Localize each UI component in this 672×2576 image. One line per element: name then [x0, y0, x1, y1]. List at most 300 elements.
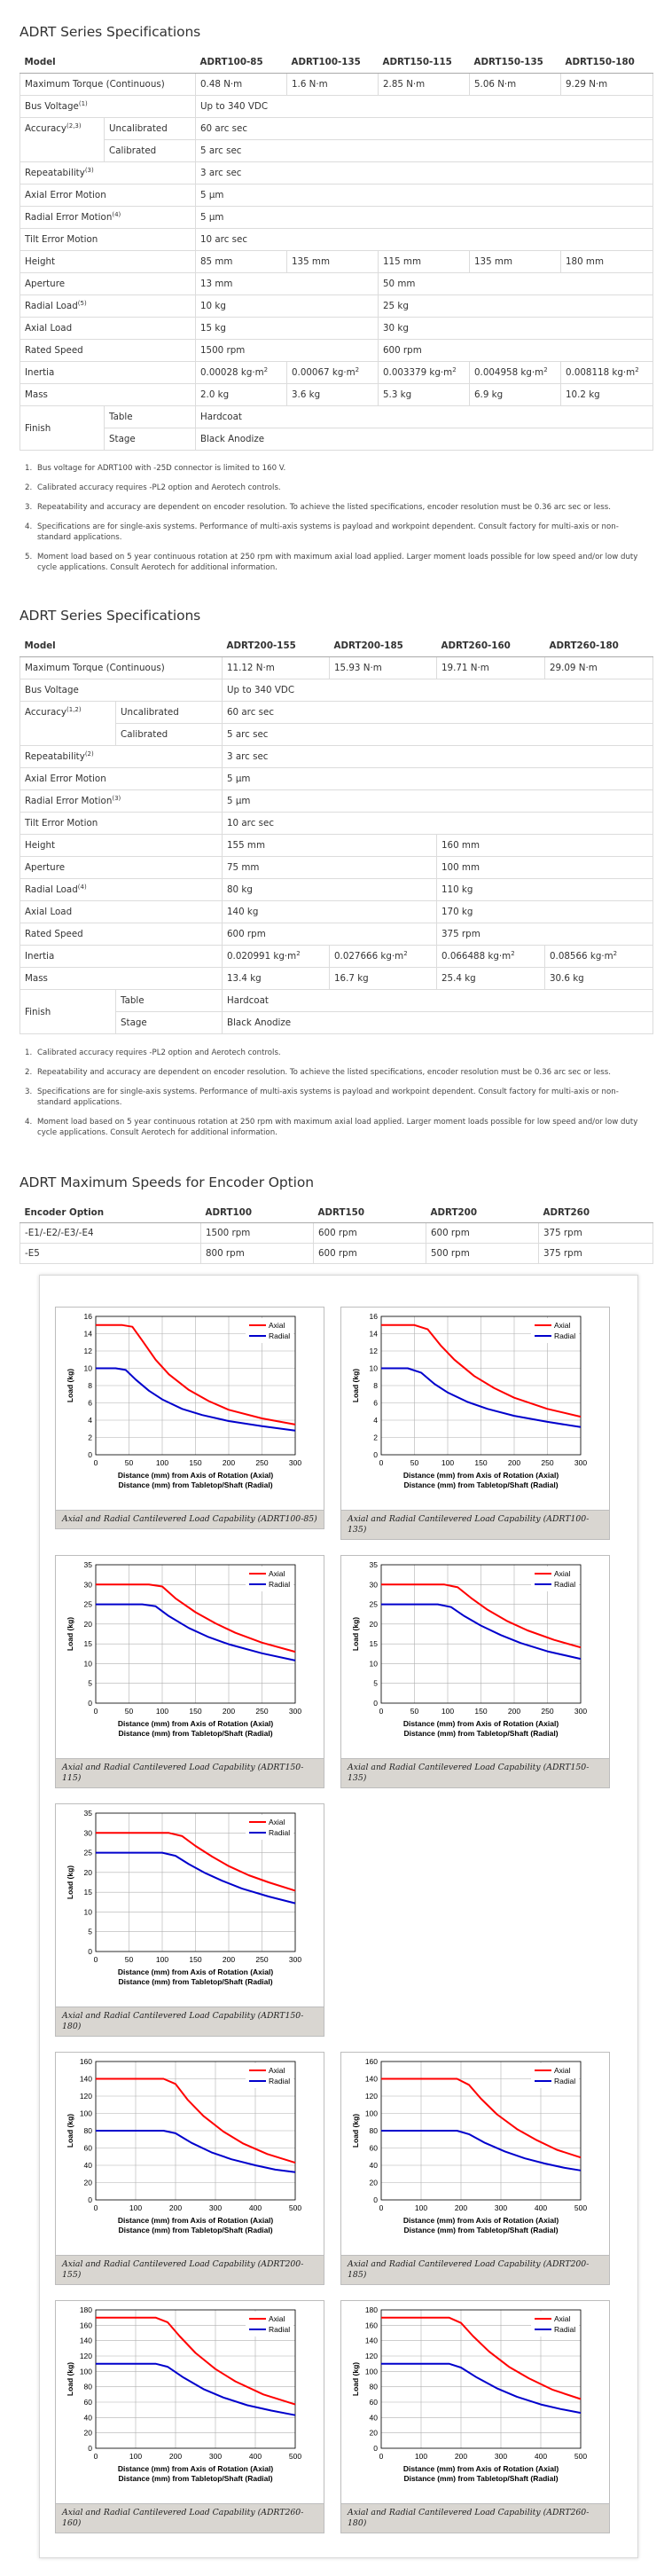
table-row: [20, 74, 653, 96]
legend: [246, 1815, 293, 1840]
row-label: Maximum Torque (Continuous): [20, 657, 223, 679]
row-label: [20, 746, 223, 768]
table-row: [20, 679, 653, 702]
col-header: ADRT150: [314, 1203, 426, 1223]
x-tick-label: 500: [288, 2203, 302, 2212]
cell: 5 µm: [223, 790, 653, 813]
x-axis-title: Distance (mm) from Axis of Rotation (Axial): [402, 1719, 559, 1728]
x-tick-label: 50: [124, 1955, 134, 1964]
cell: 5 µm: [196, 207, 653, 229]
y-tick-label: 0: [88, 2444, 92, 2453]
x-axis-title: Distance (mm) from Tabletop/Shaft (Radial): [118, 1480, 273, 1489]
y-tick-label: 5: [88, 1927, 92, 1936]
legend-label: Axial: [269, 2314, 285, 2323]
y-tick-label: 40: [369, 2161, 378, 2170]
row-label: [20, 702, 116, 746]
y-tick-label: 10: [369, 1659, 378, 1669]
x-tick-label: 100: [441, 1458, 455, 1467]
x-tick-label: 500: [574, 2203, 588, 2212]
sub-label: Uncalibrated: [116, 702, 223, 724]
cell-text: 0.008118 kg·m: [566, 367, 636, 378]
cell: [437, 946, 545, 968]
y-tick-label: 100: [79, 2109, 92, 2118]
y-tick-label: 10: [83, 1907, 92, 1917]
legend: [531, 2312, 579, 2336]
table-row: [20, 1223, 653, 1244]
y-tick-label: 14: [83, 1329, 92, 1339]
table-row: [20, 140, 653, 162]
footnote: 4. Moment load based on 5 year continuous rotation at 250 rpm with maximum axial load applied. Larger moment loads possible for low speed and/or low duty cycle applications. Consult Aerotech for additional information.: [25, 1118, 638, 1137]
table-row: [20, 384, 653, 406]
x-tick-label: 250: [255, 1955, 269, 1964]
label-text: Bus Voltage: [25, 101, 79, 112]
cell: 170 kg: [437, 901, 653, 923]
load-chart: [341, 1556, 607, 1758]
table-row: [20, 835, 653, 857]
legend-label: Axial: [554, 1569, 571, 1578]
x-tick-label: 250: [255, 1707, 269, 1716]
footnote: 3. Specifications are for single-axis systems. Performance of multi-axis systems is payload and workpoint dependent. Consult factory for multi-axis or non-standard applications.: [25, 1088, 619, 1107]
x-tick-label: 200: [222, 1458, 236, 1467]
legend: [246, 2312, 293, 2336]
chart-caption: Axial and Radial Cantilevered Load Capability (ADRT200-155): [56, 2255, 324, 2284]
col-header: ADRT150-135: [470, 51, 561, 74]
cell-text: 0.020991 kg·m: [227, 951, 297, 962]
sub-label: Uncalibrated: [105, 118, 196, 140]
y-tick-label: 100: [79, 2367, 92, 2376]
footnote: 1. Bus voltage for ADRT100 with -25D connector is limited to 160 V.: [25, 464, 286, 473]
cell: 19.71 N·m: [437, 657, 545, 679]
x-tick-label: 150: [189, 1707, 202, 1716]
footnote-ref: (3): [112, 795, 121, 802]
x-tick-label: 0: [379, 1707, 384, 1716]
chart-card: [340, 1555, 610, 1788]
cell: 10.2 kg: [561, 384, 653, 406]
label-text: Repeatability: [25, 751, 85, 762]
y-tick-label: 8: [88, 1381, 92, 1390]
legend-label: Radial: [269, 1828, 291, 1837]
x-tick-label: 300: [494, 2452, 508, 2461]
cell: 375 rpm: [539, 1223, 653, 1244]
chart-caption: Axial and Radial Cantilevered Load Capability (ADRT200-185): [341, 2255, 609, 2284]
sub-label: Calibrated: [116, 724, 223, 746]
unit-exponent: 2: [452, 366, 457, 373]
y-tick-label: 15: [369, 1639, 378, 1649]
y-tick-label: 120: [79, 2352, 92, 2360]
x-tick-label: 200: [168, 2452, 183, 2461]
x-tick-label: 300: [288, 1955, 302, 1964]
footnote-text: Calibrated accuracy requires -PL2 option and Aerotech controls.: [37, 1048, 281, 1057]
col-header: Model: [20, 51, 196, 74]
row-label: [20, 162, 196, 185]
unit-exponent: 2: [511, 950, 515, 957]
y-tick-label: 20: [369, 1619, 378, 1629]
y-tick-label: 4: [88, 1416, 92, 1425]
y-tick-label: 25: [83, 1599, 92, 1609]
x-tick-label: 100: [129, 2203, 143, 2212]
table-row: [20, 185, 653, 207]
y-tick-label: 35: [369, 1560, 378, 1569]
cell: 80 kg: [223, 879, 437, 901]
table-row: [20, 879, 653, 901]
cell: Hardcoat: [196, 406, 653, 428]
label-text: Radial Load: [25, 884, 78, 895]
x-axis-title: Distance (mm) from Axis of Rotation (Axial): [117, 2464, 274, 2473]
label-text: Repeatability: [25, 168, 85, 178]
legend-label: Radial: [554, 1331, 576, 1340]
cell: 600 rpm: [314, 1223, 426, 1244]
y-tick-label: 5: [373, 1678, 378, 1688]
load-chart: [341, 2053, 607, 2255]
x-tick-label: 0: [379, 1458, 384, 1467]
sub-label: Stage: [116, 1012, 223, 1034]
unit-exponent: 2: [403, 950, 408, 957]
table-row: [20, 702, 653, 724]
table-row: [20, 657, 653, 679]
load-chart: [341, 1308, 607, 1510]
label-text: Radial Error Motion: [25, 212, 113, 223]
legend-label: Radial: [269, 1331, 291, 1340]
x-tick-label: 200: [222, 1955, 236, 1964]
cell: 135 mm: [287, 251, 379, 273]
y-tick-label: 40: [369, 2413, 378, 2423]
y-axis-title: Load (kg): [351, 2113, 360, 2148]
y-tick-label: 180: [79, 2305, 92, 2314]
unit-exponent: 2: [263, 366, 269, 373]
y-tick-label: 40: [83, 2413, 92, 2423]
x-tick-label: 300: [494, 2203, 508, 2212]
chart-card: [340, 2052, 610, 2285]
legend: [246, 1567, 293, 1591]
cell: 29.09 N·m: [545, 657, 653, 679]
footnote-ref: (2): [84, 750, 94, 758]
y-tick-label: 30: [369, 1580, 378, 1590]
load-chart: [56, 1804, 322, 2007]
y-axis-title: Load (kg): [66, 1865, 74, 1900]
y-axis-title: Load (kg): [351, 1616, 360, 1652]
y-tick-label: 10: [83, 1659, 92, 1669]
x-tick-label: 0: [93, 1707, 98, 1716]
x-tick-label: 400: [534, 2452, 548, 2461]
x-axis-title: Distance (mm) from Tabletop/Shaft (Radial): [403, 1729, 559, 1738]
row-label: Aperture: [20, 857, 223, 879]
cell: 11.12 N·m: [223, 657, 330, 679]
x-tick-label: 300: [208, 2203, 223, 2212]
y-tick-label: 160: [364, 2057, 378, 2066]
x-tick-label: 0: [379, 2452, 384, 2461]
cell: 16.7 kg: [330, 968, 437, 990]
x-axis-title: Distance (mm) from Axis of Rotation (Axial): [117, 1471, 274, 1480]
x-tick-label: 300: [574, 1707, 588, 1716]
cell: 50 mm: [379, 273, 653, 295]
row-label: [20, 295, 196, 318]
spec-table-1: [20, 51, 653, 451]
y-axis-title: Load (kg): [66, 2361, 74, 2397]
x-tick-label: 300: [288, 1707, 302, 1716]
legend-label: Axial: [269, 1321, 285, 1330]
y-tick-label: 0: [88, 2195, 92, 2204]
y-tick-label: 20: [83, 2428, 92, 2438]
row-label: Tilt Error Motion: [20, 229, 196, 251]
cell: -E5: [20, 1244, 201, 1264]
cell: [470, 362, 561, 384]
y-tick-label: 20: [83, 2178, 92, 2187]
cell: 13.4 kg: [223, 968, 330, 990]
y-tick-label: 6: [373, 1398, 378, 1408]
x-tick-label: 300: [574, 1458, 588, 1467]
cell: Hardcoat: [223, 990, 653, 1012]
y-tick-label: 20: [83, 1867, 92, 1877]
footnote-text: Calibrated accuracy requires -PL2 option and Aerotech controls.: [37, 483, 281, 492]
col-header: ADRT100-85: [196, 51, 287, 74]
cell-text: 0.00067 kg·m: [292, 367, 356, 378]
series-line-radial: [96, 2131, 295, 2172]
y-tick-label: 140: [79, 2336, 92, 2345]
x-tick-label: 150: [189, 1955, 202, 1964]
x-tick-label: 200: [222, 1707, 236, 1716]
y-tick-label: 40: [83, 2161, 92, 2170]
y-tick-label: 100: [364, 2109, 378, 2118]
cell: 30.6 kg: [545, 968, 653, 990]
table-row: [20, 968, 653, 990]
y-tick-label: 12: [83, 1347, 92, 1355]
y-tick-label: 15: [83, 1888, 92, 1897]
x-tick-label: 0: [93, 1458, 98, 1467]
y-tick-label: 80: [83, 2382, 92, 2391]
spec-table-2: [20, 635, 653, 1034]
y-tick-label: 14: [369, 1329, 378, 1339]
cell: 3 arc sec: [223, 746, 653, 768]
row-label: Rated Speed: [20, 340, 196, 362]
cell: 1500 rpm: [201, 1223, 314, 1244]
table-row: [20, 901, 653, 923]
x-axis-title: Distance (mm) from Axis of Rotation (Axial): [117, 1719, 274, 1728]
footnote: 2. Calibrated accuracy requires -PL2 option and Aerotech controls.: [25, 483, 281, 492]
cell: 5.3 kg: [379, 384, 470, 406]
cell: 800 rpm: [201, 1244, 314, 1264]
label-text: Radial Error Motion: [25, 796, 113, 806]
x-tick-label: 500: [574, 2452, 588, 2461]
footnotes-2: [20, 1048, 640, 1147]
y-tick-label: 8: [373, 1381, 378, 1390]
x-axis-title: Distance (mm) from Tabletop/Shaft (Radial): [118, 2474, 273, 2483]
unit-exponent: 2: [355, 366, 360, 373]
footnote-ref: (2,3): [66, 122, 82, 130]
unit-exponent: 2: [613, 950, 618, 957]
y-tick-label: 35: [83, 1560, 92, 1569]
legend-label: Axial: [269, 1818, 285, 1826]
chart-caption: Axial and Radial Cantilevered Load Capability (ADRT260-180): [341, 2503, 609, 2533]
chart-card: [340, 1307, 610, 1540]
y-tick-label: 35: [83, 1809, 92, 1818]
y-tick-label: 120: [364, 2352, 378, 2360]
chart-caption: Axial and Radial Cantilevered Load Capability (ADRT150-135): [341, 1758, 609, 1787]
row-label: Finish: [20, 990, 116, 1034]
table-row: [20, 406, 653, 428]
cell: 0.48 N·m: [196, 74, 287, 96]
cell: 5.06 N·m: [470, 74, 561, 96]
y-tick-label: 100: [364, 2367, 378, 2376]
x-tick-label: 500: [288, 2452, 302, 2461]
legend-label: Axial: [554, 1321, 571, 1330]
cell: 6.9 kg: [470, 384, 561, 406]
cell: 30 kg: [379, 318, 653, 340]
sub-label: Table: [105, 406, 196, 428]
x-axis-title: Distance (mm) from Tabletop/Shaft (Radial): [118, 1977, 273, 1986]
cell: 600 rpm: [426, 1223, 539, 1244]
row-label: Height: [20, 835, 223, 857]
cell: 10 kg: [196, 295, 379, 318]
chart-caption: Axial and Radial Cantilevered Load Capability (ADRT150-180): [56, 2007, 324, 2036]
footnote: 3. Repeatability and accuracy are dependent on encoder resolution. To achieve the listed specifications, encoder resolution must be 0.36 arc sec or less.: [25, 503, 611, 512]
table-row: [20, 746, 653, 768]
x-tick-label: 150: [189, 1458, 202, 1467]
y-tick-label: 20: [369, 2428, 378, 2438]
row-label: Mass: [20, 384, 196, 406]
sub-label: Table: [116, 990, 223, 1012]
y-axis-title: Load (kg): [66, 2113, 74, 2148]
footnote-text: Moment load based on 5 year continuous rotation at 250 rpm with maximum axial load applied. Larger moment loads possible for low speed and/or low duty cycle applications. Consult Aerotech for additional information.: [37, 1118, 638, 1137]
y-tick-label: 180: [364, 2305, 378, 2314]
legend-label: Axial: [269, 1569, 285, 1578]
cell: [223, 946, 330, 968]
unit-exponent: 2: [543, 366, 548, 373]
cell: 500 rpm: [426, 1244, 539, 1264]
x-tick-label: 200: [454, 2452, 468, 2461]
cell: 15 kg: [196, 318, 379, 340]
row-label: Rated Speed: [20, 923, 223, 946]
chart-card: [55, 1803, 324, 2037]
y-tick-label: 30: [83, 1580, 92, 1590]
y-tick-label: 140: [364, 2336, 378, 2345]
row-label: Inertia: [20, 946, 223, 968]
table-row: [20, 118, 653, 140]
legend-label: Radial: [554, 1580, 576, 1589]
cell-text: 0.003379 kg·m: [383, 367, 453, 378]
cell: 180 mm: [561, 251, 653, 273]
cell-text: 0.00028 kg·m: [200, 367, 264, 378]
cell: [330, 946, 437, 968]
y-tick-label: 2: [373, 1433, 378, 1442]
series-line-axial: [96, 2079, 295, 2164]
row-label: Bus Voltage: [20, 679, 223, 702]
table-row: [20, 251, 653, 273]
footnote-text: Repeatability and accuracy are dependent on encoder resolution. To achieve the listed specifications, encoder resolution must be 0.36 arc sec or less.: [37, 503, 611, 512]
y-tick-label: 6: [88, 1398, 92, 1408]
x-tick-label: 250: [541, 1458, 554, 1467]
x-tick-label: 150: [474, 1458, 488, 1467]
cell: 13 mm: [196, 273, 379, 295]
row-label: [20, 790, 223, 813]
cell: [561, 362, 653, 384]
chart-caption: Axial and Radial Cantilevered Load Capability (ADRT260-160): [56, 2503, 324, 2533]
col-header: Model: [20, 635, 223, 657]
footnotes-1: [20, 463, 640, 582]
y-tick-label: 5: [88, 1678, 92, 1688]
legend: [531, 1567, 579, 1591]
x-axis-title: Distance (mm) from Tabletop/Shaft (Radial): [118, 2226, 273, 2234]
row-label: Maximum Torque (Continuous): [20, 74, 196, 96]
table-row: [20, 946, 653, 968]
footnote-ref: (5): [77, 300, 87, 307]
cell: 25.4 kg: [437, 968, 545, 990]
cell-text: 0.027666 kg·m: [334, 951, 404, 962]
y-tick-label: 60: [369, 2398, 378, 2407]
cell: 375 rpm: [437, 923, 653, 946]
legend: [246, 1318, 293, 1343]
row-label: Finish: [20, 406, 105, 451]
legend-label: Axial: [554, 2314, 571, 2323]
row-label: Aperture: [20, 273, 196, 295]
x-axis-title: Distance (mm) from Axis of Rotation (Axial): [402, 2216, 559, 2225]
x-tick-label: 200: [168, 2203, 183, 2212]
load-chart: [341, 2301, 607, 2503]
row-label: Axial Error Motion: [20, 768, 223, 790]
x-tick-label: 100: [441, 1707, 455, 1716]
cell: 140 kg: [223, 901, 437, 923]
x-tick-label: 100: [129, 2452, 143, 2461]
section-title: ADRT Series Specifications: [20, 608, 201, 624]
y-tick-label: 30: [83, 1828, 92, 1838]
cell: Up to 340 VDC: [196, 96, 653, 118]
x-axis-title: Distance (mm) from Tabletop/Shaft (Radial): [403, 2474, 559, 2483]
x-tick-label: 250: [255, 1458, 269, 1467]
cell: 110 kg: [437, 879, 653, 901]
col-header: ADRT260-180: [545, 635, 653, 657]
cell: Black Anodize: [196, 428, 653, 451]
y-tick-label: 140: [364, 2074, 378, 2084]
y-tick-label: 80: [369, 2382, 378, 2391]
col-header: ADRT150-180: [561, 51, 653, 74]
col-header: Encoder Option: [20, 1203, 201, 1223]
row-label: Axial Error Motion: [20, 185, 196, 207]
cell: 60 arc sec: [223, 702, 653, 724]
y-tick-label: 4: [373, 1416, 378, 1425]
footnote-text: Repeatability and accuracy are dependent on encoder resolution. To achieve the listed specifications, encoder resolution must be 0.36 arc sec or less.: [37, 1068, 611, 1077]
footnote: 5. Moment load based on 5 year continuous rotation at 250 rpm with maximum axial load applied. Larger moment loads possible for low speed and/or low duty cycle applications. Consult Aerotech for additional information.: [25, 553, 638, 572]
row-label: [20, 879, 223, 901]
table-row: [20, 340, 653, 362]
cell: 9.29 N·m: [561, 74, 653, 96]
chart-card: [55, 1307, 324, 1529]
cell: 600 rpm: [314, 1244, 426, 1264]
table-row: [20, 96, 653, 118]
y-tick-label: 80: [369, 2126, 378, 2135]
y-tick-label: 10: [83, 1363, 92, 1373]
footnote-text: Specifications are for single-axis systems. Performance of multi-axis systems is payload and workpoint dependent. Consult factory for multi-axis or non-standard applications.: [37, 522, 619, 542]
y-tick-label: 0: [373, 2444, 378, 2453]
cell: 5 µm: [223, 768, 653, 790]
y-tick-label: 0: [373, 1699, 378, 1708]
table-row: [20, 428, 653, 451]
cell: [196, 362, 287, 384]
x-tick-label: 400: [534, 2203, 548, 2212]
x-axis-title: Distance (mm) from Tabletop/Shaft (Radial): [403, 1480, 559, 1489]
x-tick-label: 100: [414, 2203, 428, 2212]
y-tick-label: 0: [88, 1699, 92, 1708]
table-row: [20, 724, 653, 746]
chart-card: [55, 2052, 324, 2285]
unit-exponent: 2: [635, 366, 639, 373]
col-header: ADRT260-160: [437, 635, 545, 657]
load-chart: [56, 1308, 322, 1510]
y-tick-label: 0: [88, 1947, 92, 1956]
col-header: ADRT200-155: [223, 635, 330, 657]
col-header: ADRT100-135: [287, 51, 379, 74]
x-tick-label: 0: [93, 1955, 98, 1964]
x-tick-label: 200: [454, 2203, 468, 2212]
legend-label: Axial: [554, 2066, 571, 2075]
